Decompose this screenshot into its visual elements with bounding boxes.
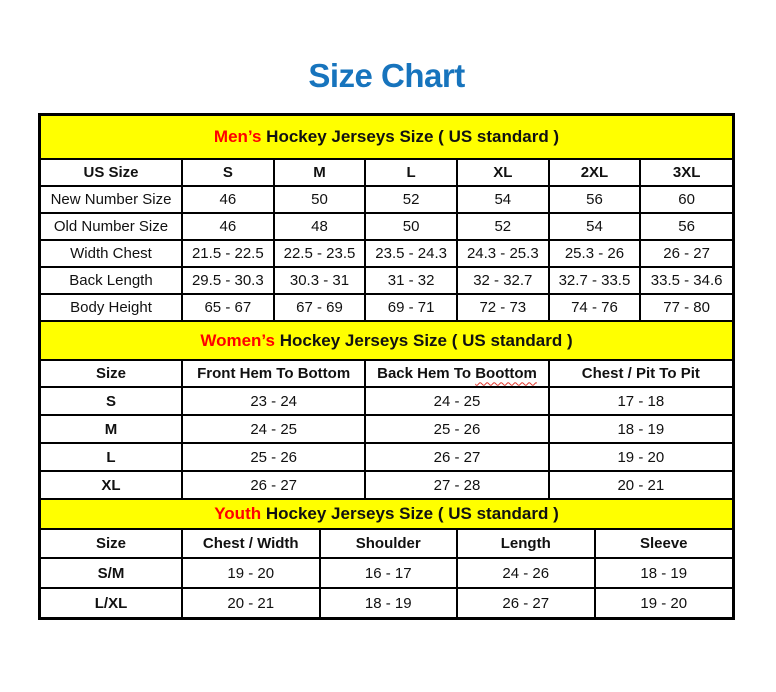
value-cell: 18 - 19 (549, 415, 732, 443)
youth-heading-highlight: Youth (214, 504, 262, 524)
value-cell: 52 (457, 213, 549, 240)
column-header-cell: 2XL (549, 160, 641, 186)
value-cell: 17 - 18 (549, 387, 732, 415)
value-cell: 16 - 17 (320, 558, 458, 588)
row-label-cell: New Number Size (41, 186, 182, 213)
row-label-cell: M (41, 415, 182, 443)
table-row (41, 294, 732, 320)
value-cell: 18 - 19 (595, 558, 733, 588)
womens-heading-highlight: Women’s (200, 330, 275, 350)
column-header-cell: M (274, 160, 366, 186)
row-label-cell: Body Height (41, 294, 182, 320)
youth-section-heading (41, 498, 732, 530)
value-cell: 26 - 27 (457, 588, 595, 617)
header-text-part: Back Hem To (377, 365, 476, 383)
value-cell: 31 - 32 (365, 267, 457, 294)
value-cell: 50 (365, 213, 457, 240)
womens-heading-text: Hockey Jerseys Size ( US standard ) (274, 330, 573, 350)
column-header-cell: XL (457, 160, 549, 186)
column-header-cell: Size (41, 530, 182, 558)
page-title: Size Chart (308, 57, 465, 94)
mens-header-row (41, 160, 732, 186)
value-cell: 20 - 21 (617, 476, 665, 494)
value-cell: 32 - 32.7 (457, 267, 549, 294)
value-cell: 54 (549, 213, 641, 240)
table-row (41, 588, 732, 617)
value-cell: 26 - 27 (365, 443, 548, 471)
value-cell: 33.5 - 34.6 (640, 267, 732, 294)
value-cell: 30.3 - 31 (274, 267, 366, 294)
youth-header-row (41, 530, 732, 558)
value-cell: 26 - 27 (640, 240, 732, 267)
mens-table-body (41, 186, 732, 320)
value-cell: 60 (640, 186, 732, 213)
value-cell: 46 (182, 186, 274, 213)
value-cell: 20 - 21 (182, 588, 320, 617)
value-cell: 25.3 - 26 (549, 240, 641, 267)
table-row (41, 240, 732, 267)
value-cell: 24 - 25 (365, 387, 548, 415)
value-cell: 19 - 20 (182, 558, 320, 588)
value-cell: 18 - 19 (320, 588, 458, 617)
column-header-cell: Shoulder (320, 530, 458, 558)
row-label-cell: XL (41, 471, 182, 498)
womens-size-table (41, 361, 732, 498)
value-cell: 22.5 - 23.5 (274, 240, 366, 267)
value-cell: 24 - 26 (457, 558, 595, 588)
value-cell: 26 - 27 (182, 471, 365, 498)
column-header-cell: 3XL (640, 160, 732, 186)
value-cell: 23.5 - 24.3 (365, 240, 457, 267)
misspelled-word: Boottom (475, 365, 537, 383)
row-label-cell: S (41, 387, 182, 415)
value-cell: 69 - 71 (365, 294, 457, 320)
column-header-cell: US Size (41, 160, 182, 186)
value-cell: 46 (182, 213, 274, 240)
row-label-cell: Old Number Size (41, 213, 182, 240)
value-cell: 25 - 26 (182, 443, 365, 471)
mens-heading-highlight: Men’s (213, 127, 262, 147)
womens-table-body (41, 387, 732, 498)
value-cell: 74 - 76 (549, 294, 641, 320)
youth-size-table (41, 530, 732, 617)
value-cell: 24 - 25 (182, 415, 365, 443)
value-cell: 65 - 67 (182, 294, 274, 320)
column-header-cell: S (182, 160, 274, 186)
column-header-cell: L (365, 160, 457, 186)
value-cell: 19 - 20 (640, 594, 688, 612)
column-header-cell: Sleeve (595, 530, 733, 558)
mens-heading-text: Hockey Jerseys Size ( US standard ) (261, 127, 560, 147)
row-label-cell: Width Chest (41, 240, 182, 267)
column-header-cell: Front Hem To Bottom (182, 361, 365, 387)
value-cell: 21.5 - 22.5 (182, 240, 274, 267)
column-header-cell: Size (41, 361, 182, 387)
value-cell: 32.7 - 33.5 (549, 267, 641, 294)
youth-heading-text: Hockey Jerseys Size ( US standard ) (261, 504, 559, 524)
value-cell: 25 - 26 (365, 415, 548, 443)
column-header-cell: Chest / Width (182, 530, 320, 558)
value-cell: 29.5 - 30.3 (182, 267, 274, 294)
table-row (41, 213, 732, 240)
column-header-cell: Chest / Pit To Pit (549, 361, 732, 387)
row-label-cell: Back Length (41, 267, 182, 294)
value-cell: 77 - 80 (663, 299, 710, 317)
table-row (41, 558, 732, 588)
value-cell: 56 (549, 186, 641, 213)
value-cell: 54 (457, 186, 549, 213)
value-cell: 50 (274, 186, 366, 213)
table-row (41, 471, 732, 498)
value-cell: 52 (365, 186, 457, 213)
value-cell: 48 (274, 213, 366, 240)
table-row (41, 443, 732, 471)
size-chart-panel (38, 113, 735, 620)
mens-size-table (41, 160, 732, 320)
value-cell: 72 - 73 (457, 294, 549, 320)
table-row (41, 267, 732, 294)
row-label-cell: S/M (41, 558, 182, 588)
value-cell: 67 - 69 (274, 294, 366, 320)
value-cell: 27 - 28 (365, 471, 548, 498)
value-cell: 23 - 24 (182, 387, 365, 415)
value-cell: 56 (640, 213, 732, 240)
column-header-cell: Length (457, 530, 595, 558)
table-row (41, 387, 732, 415)
table-row (41, 415, 732, 443)
value-cell: 19 - 20 (549, 443, 732, 471)
womens-section-heading (41, 320, 732, 361)
mens-section-heading (41, 116, 732, 160)
column-header-cell (365, 361, 548, 387)
value-cell: 24.3 - 25.3 (457, 240, 549, 267)
table-row (41, 186, 732, 213)
youth-table-body (41, 558, 732, 617)
womens-header-row (41, 361, 732, 387)
row-label-cell: L/XL (41, 588, 182, 617)
row-label-cell: L (41, 443, 182, 471)
